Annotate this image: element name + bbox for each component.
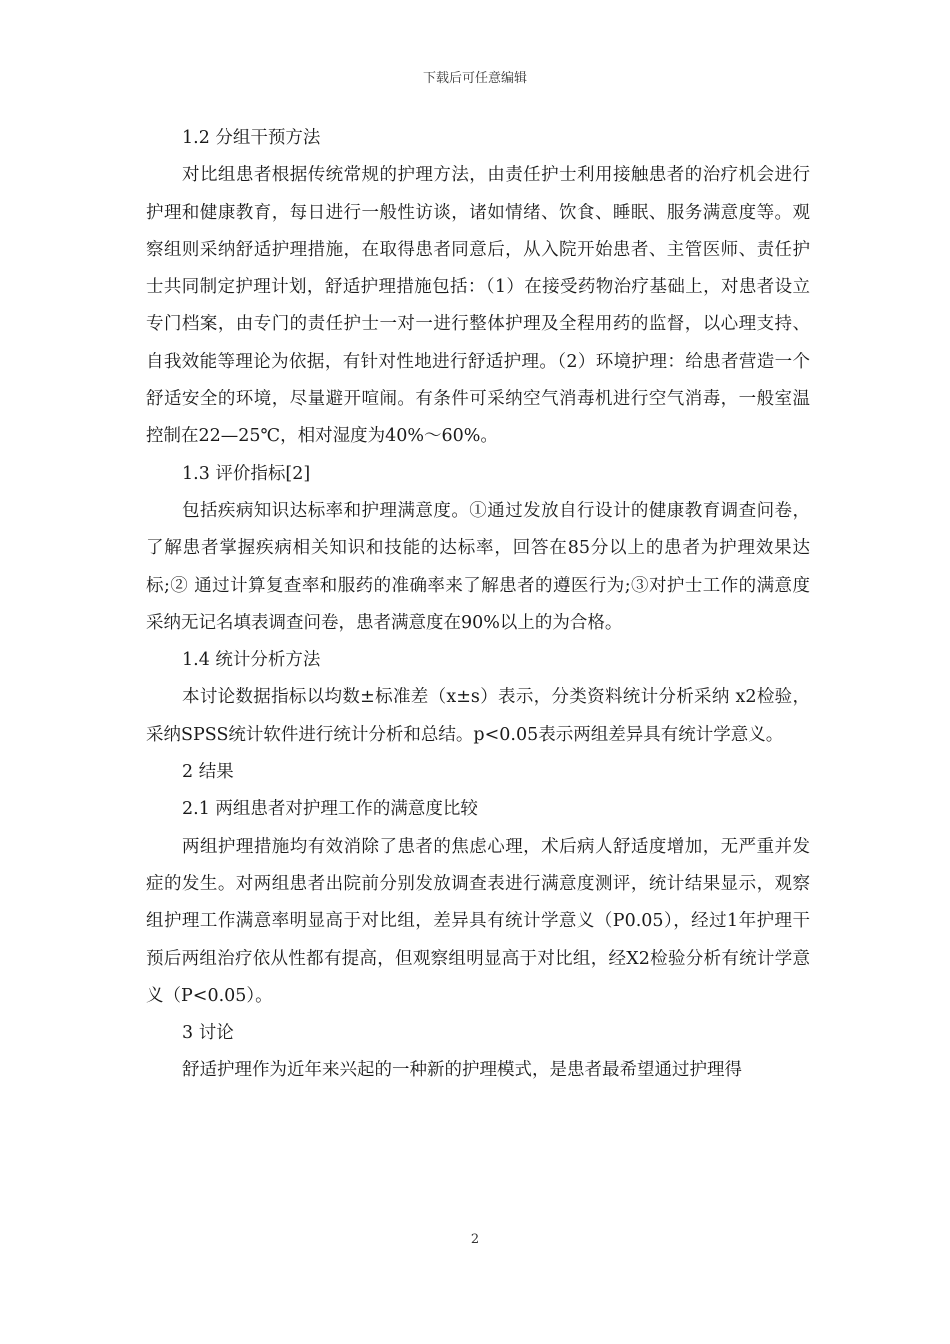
section-heading-1-3: 1.3 评价指标[2] xyxy=(182,463,311,484)
section-heading-3: 3 讨论 xyxy=(182,1023,234,1044)
paragraph-discussion: 舒适护理作为近年来兴起的一种新的护理模式，是患者最希望通过护理得 xyxy=(182,1060,742,1081)
section-heading-1-2: 1.2 分组干预方法 xyxy=(182,128,321,148)
paragraph-evaluation-indicators: 包括疾病知识达标率和护理满意度。①通过发放自行设计的健康教育调查问卷，了解患者掌握疾病相关知识和技能的达标率，回答在85分以上的患者为护理效果达标;② 通过计算复查率和服药的准确率来了解患者的遵医行为;③对护士工作的满意度采纳无记名填表调查问卷，患者满意度在90%以上的为合格。 xyxy=(146,500,810,633)
section-heading-2-1: 2.1 两组患者对护理工作的满意度比较 xyxy=(182,799,478,820)
paragraph-statistical-methods: 本讨论数据指标以均数±标准差（x±s）表示，分类资料统计分析采纳 x2检验，采纳SPSS统计软件进行统计分析和总结。p<0.05表示两组差异具有统计学意义。 xyxy=(146,687,810,745)
paragraph-satisfaction-results: 两组护理措施均有效消除了患者的焦虑心理，术后病人舒适度增加，无严重并发症的发生。对两组患者出院前分别发放调查表进行满意度测评，统计结果显示，观察组护理工作满意率明显高于对比组，差异具有统计学意义（P0.05），经过1年护理干预后两组治疗依从性都有提高，但观察组明显高于对比组，经X2检验分析有统计学意义（P<0.05）。 xyxy=(146,836,810,1006)
section-heading-1-4: 1.4 统计分析方法 xyxy=(182,650,321,671)
document-body xyxy=(146,120,810,1090)
paragraph-intervention-methods: 对比组患者根据传统常规的护理方法，由责任护士利用接触患者的治疗机会进行护理和健康教育，每日进行一般性访谈，诸如情绪、饮食、睡眠、服务满意度等。观察组则采纳舒适护理措施，在取得患者同意后，从入院开始患者、主管医师、责任护士共同制定护理计划，舒适护理措施包括：（1）在接受药物治疗基础上，对患者设立专门档案，由专门的责任护士一对一进行整体护理及全程用药的监督，以心理支持、自我效能等理论为依据，有针对性地进行舒适护理。（2）环境护理：给患者营造一个舒适安全的环境，尽量避开喧闹。有条件可采纳空气消毒机进行空气消毒，一般室温控制在22—25℃，相对湿度为40%～60%。 xyxy=(146,165,810,447)
page-header: 下载后可任意编辑 xyxy=(422,71,527,86)
section-heading-2: 2 结果 xyxy=(182,762,234,783)
page-number: 2 xyxy=(470,1232,480,1247)
